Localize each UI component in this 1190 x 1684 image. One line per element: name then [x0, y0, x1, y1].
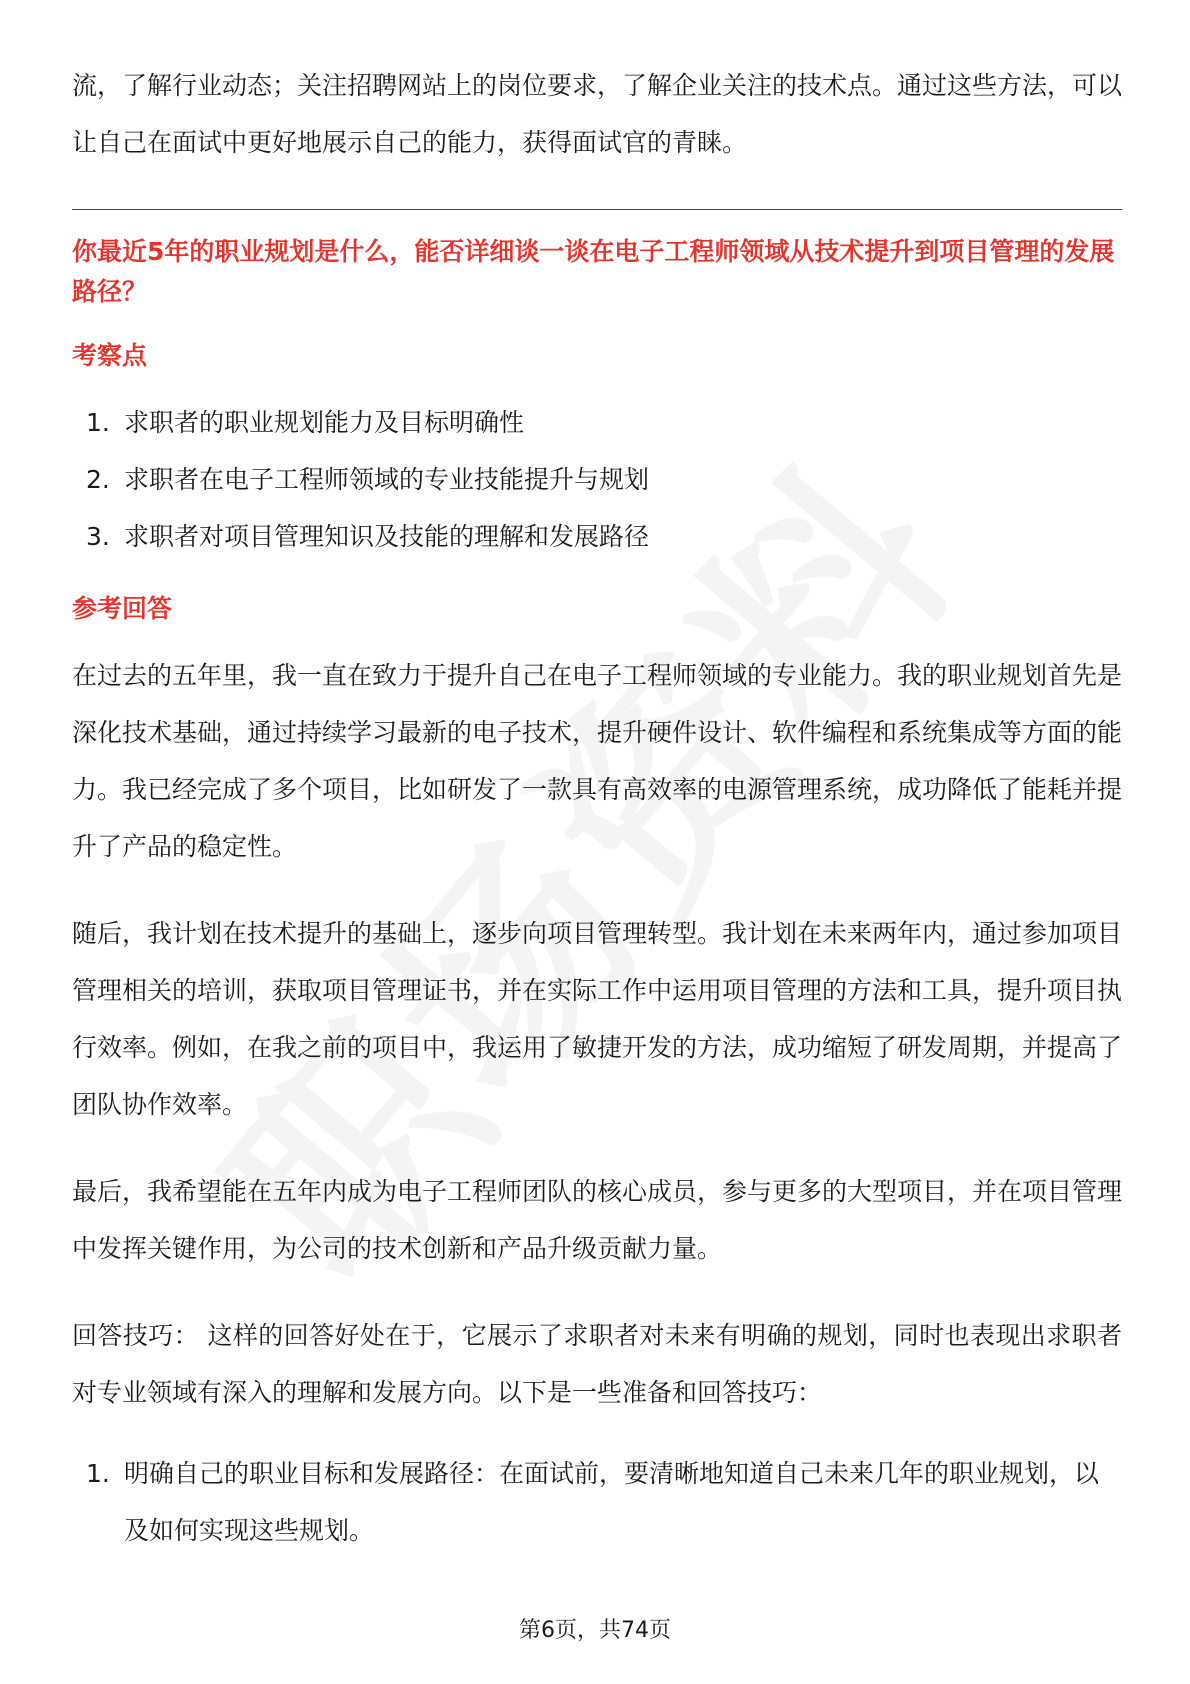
list-item-number: 2.: [86, 465, 110, 494]
answer-paragraph: 最后，我希望能在五年内成为电子工程师团队的核心成员，参与更多的大型项目，并在项目管理中发挥关键作用，为公司的技术创新和产品升级贡献力量。: [72, 1177, 1123, 1263]
list-item-text: 求职者对项目管理知识及技能的理解和发展路径: [124, 522, 650, 551]
intro-paragraph: 流，了解行业动态；关注招聘网站上的岗位要求，了解企业关注的技术点。通过这些方法，可以让自己在面试中更好地展示自己的能力，获得面试官的青睐。: [72, 71, 1123, 157]
points-title: 考察点: [72, 341, 148, 370]
question-heading: 你最近5年的职业规划是什么，能否详细谈一谈在电子工程师领域从技术提升到项目管理的发展路径？: [72, 237, 1115, 306]
list-item-text: 求职者在电子工程师领域的专业技能提升与规划: [124, 465, 650, 494]
list-item-number: 3.: [86, 522, 110, 551]
list-item-number: 1.: [86, 1459, 110, 1488]
tips-intro-paragraph: 回答技巧： 这样的回答好处在于，它展示了求职者对未来有明确的规划，同时也表现出求职者对专业领域有深入的理解和发展方向。以下是一些准备和回答技巧：: [72, 1321, 1122, 1407]
points-list: [72, 394, 1122, 565]
answer-paragraph: 在过去的五年里，我一直在致力于提升自己在电子工程师领域的专业能力。我的职业规划首先是深化技术基础，通过持续学习最新的电子技术，提升硬件设计、软件编程和系统集成等方面的能力。我已经完成了多个项目，比如研发了一款具有高效率的电源管理系统，成功降低了能耗并提升了产品的稳定性。: [72, 661, 1123, 861]
document-page: [72, 0, 1122, 1559]
answer-paragraph: 随后，我计划在技术提升的基础上，逐步向项目管理转型。我计划在未来两年内，通过参加项目管理相关的培训，获取项目管理证书，并在实际工作中运用项目管理的方法和工具，提升项目执行效率。例如，在我之前的项目中，我运用了敏捷开发的方法，成功缩短了研发周期，并提高了团队协作效率。: [72, 919, 1123, 1119]
list-item-text: 求职者的职业规划能力及目标明确性: [124, 408, 525, 437]
list-item: [72, 451, 1122, 508]
answer-title: 参考回答: [72, 594, 173, 623]
list-item: [72, 508, 1122, 565]
section-divider: [72, 209, 1122, 210]
page-number-footer: 第6页，共74页: [519, 1618, 671, 1643]
list-item: [72, 1445, 1122, 1559]
tips-list: [72, 1445, 1122, 1559]
list-item: [72, 394, 1122, 451]
list-item-number: 1.: [86, 408, 110, 437]
list-item-text: 明确自己的职业目标和发展路径：在面试前，要清晰地知道自己未来几年的职业规划，以及如何实现这些规划。: [124, 1459, 1100, 1545]
